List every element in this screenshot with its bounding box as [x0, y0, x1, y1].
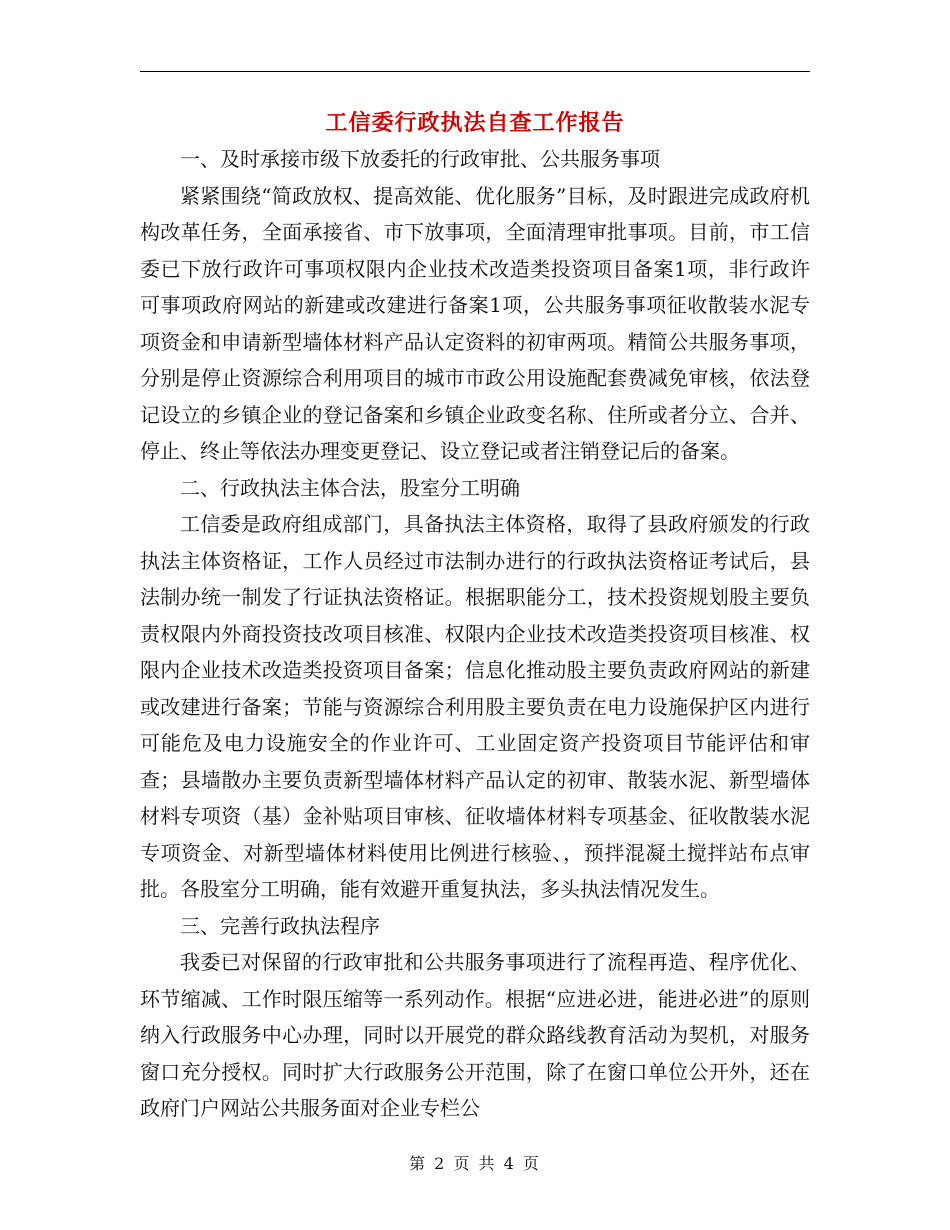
section-heading: 二、行政执法主体合法，股室分工明确	[180, 475, 520, 500]
section-paragraph: 我委已对保留的行政审批和公共服务事项进行了流程再造、程序优化、环节缩减、工作时限压缩等一系列动作。根据“应进必进，能进必进”的原则纳入行政服务中心办理，同时以开展党的群众路线教育活动为契机，对服务窗口充分授权。同时扩大行政服务公开范围，除了在窗口单位公开外，还在政府门户网站公共服务面对企业专栏公	[140, 950, 810, 1120]
section-2	[140, 470, 810, 908]
section-paragraph: 紧紧围绕“简政放权、提高效能、优化服务”目标，及时跟进完成政府机构改革任务，全面承接省、市下放事项，全面清理审批事项。目前，市工信委已下放行政许可事项权限内企业技术改造类投资项目备案1项，非行政许可事项政府网站的新建或改建进行备案1项，公共服务事项征收散装水泥专项资金和申请新型墙体材料产品认定资料的初审两项。精简公共服务事项，分别是停止资源综合利用项目的城市市政公用设施配套费减免审核，依法登记设立的乡镇企业的登记备案和乡镇企业政变名称、住所或者分立、合并、停止、终止等依法办理变更登记、设立登记或者注销登记后的备案。	[140, 183, 810, 463]
document-body	[140, 105, 810, 1127]
section-paragraph: 工信委是政府组成部门，具备执法主体资格，取得了县政府颁发的行政执法主体资格证，工作人员经过市法制办进行的行政执法资格证考试后，县法制办统一制发了行证执法资格证。根据职能分工，技术投资规划股主要负责权限内外商投资技改项目核准、权限内企业技术改造类投资项目核准、权限内企业技术改造类投资项目备案；信息化推动股主要负责政府网站的新建或改建进行备案；节能与资源综合利用股主要负责在电力设施保护区内进行可能危及电力设施安全的作业许可、工业固定资产投资项目节能评估和审查；县墙散办主要负责新型墙体材料产品认定的初审、散装水泥、新型墙体材料专项资（基）金补贴项目审核、征收墙体材料专项基金、征收散装水泥专项资金、对新型墙体材料使用比例进行核验、，预拌混凝土搅拌站布点审批。各股室分工明确，能有效避开重复执法，多头执法情况发生。	[140, 512, 810, 901]
section-heading: 一、及时承接市级下放委托的行政审批、公共服务事项	[180, 147, 660, 171]
section-3	[140, 908, 810, 1127]
document-title: 工信委行政执法自查工作报告	[325, 110, 625, 136]
header-rule	[140, 71, 810, 72]
section-1	[140, 141, 810, 470]
section-heading: 三、完善行政执法程序	[180, 913, 380, 938]
page-footer: 第 2 页 共 4 页	[409, 1154, 541, 1173]
